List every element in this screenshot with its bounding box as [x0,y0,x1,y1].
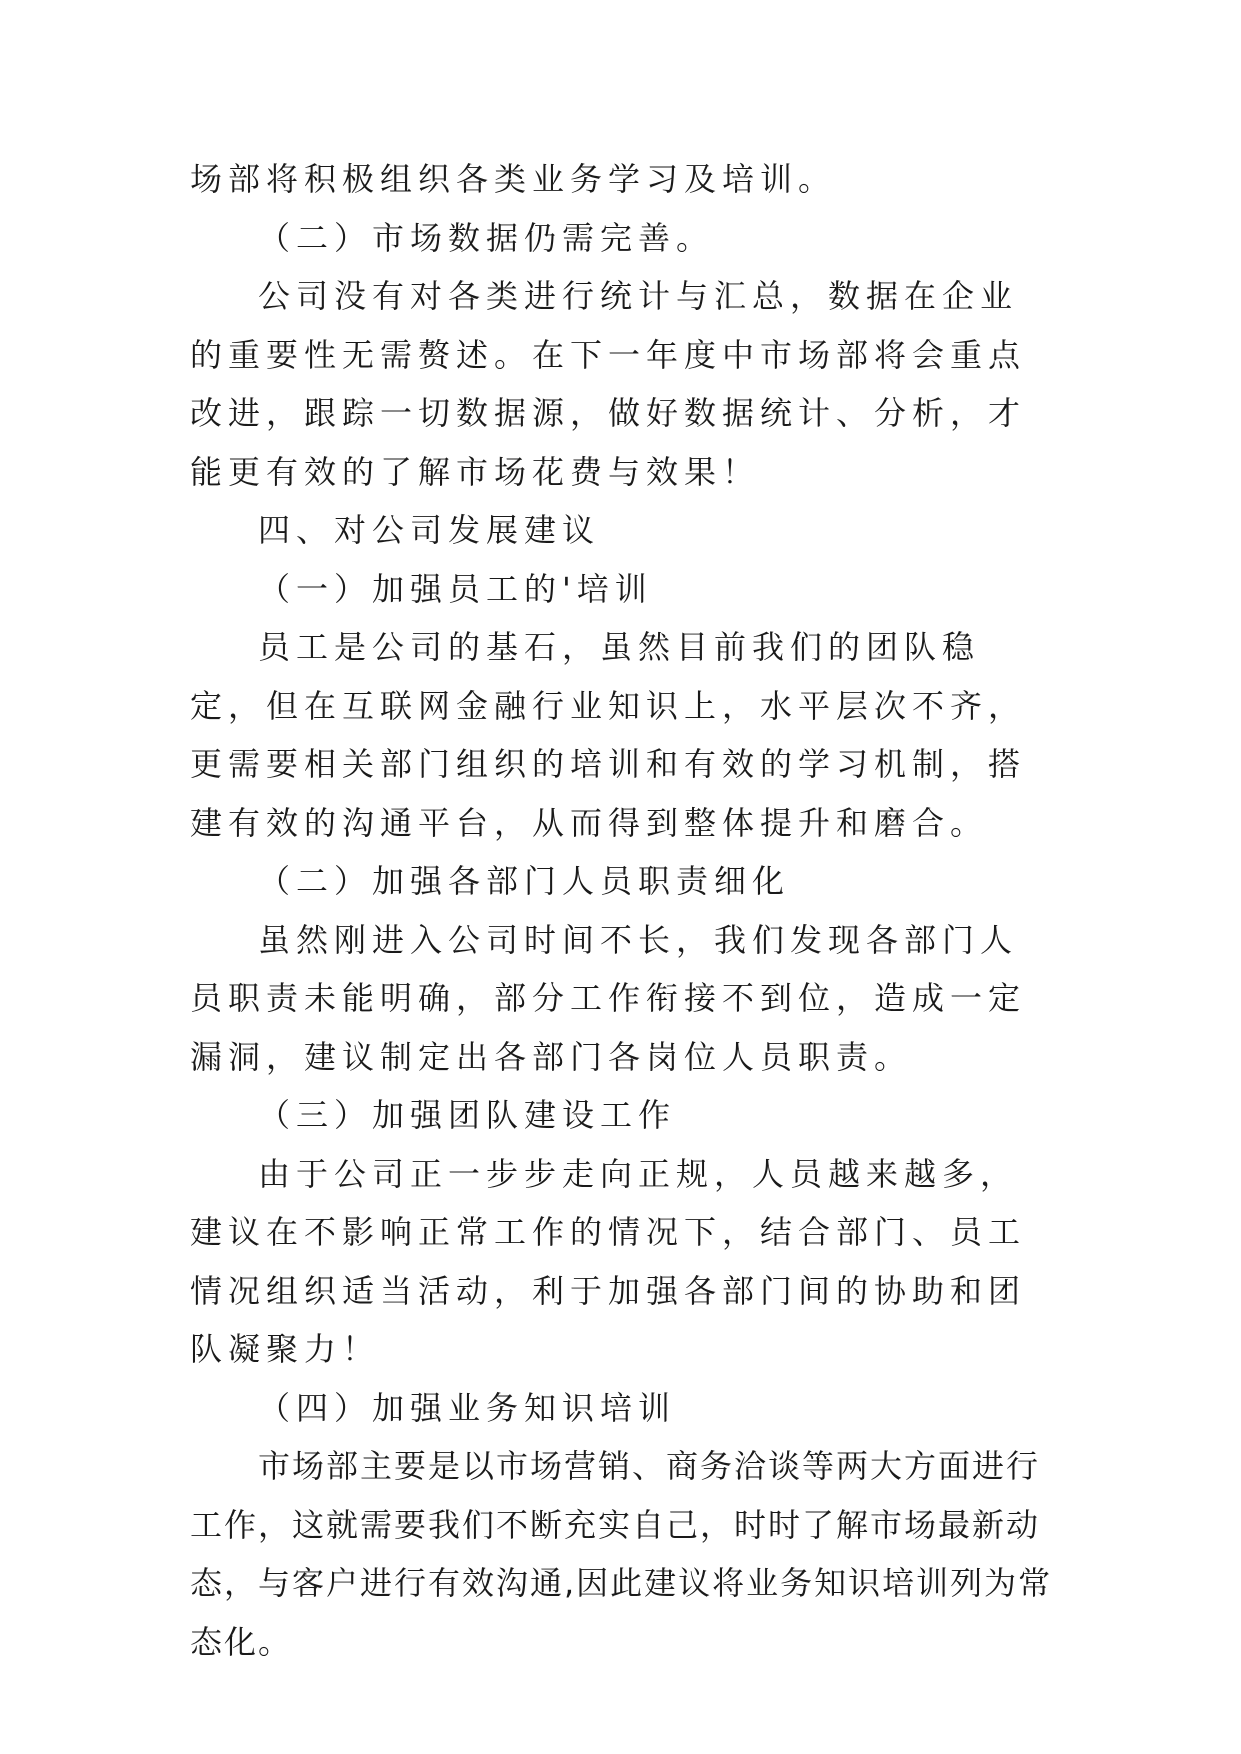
subheading-market-data: （二）市场数据仍需完善。 [258,218,715,257]
paragraph-business-training: 市场部主要是以市场营销、商务洽谈等两大方面进行工作，这就需要我们不断充实自己，时时了解市场最新动态，与客户进行有效沟通,因此建议将业务知识培训列为常态化。 [190,1447,1053,1661]
paragraph-responsibilities: 虽然刚进入公司时间不长，我们发现各部门人员职责未能明确，部分工作衔接不到位，造成一定漏洞，建议制定出各部门各岗位人员职责。 [190,920,1027,1076]
paragraph-staff-training: 员工是公司的基石，虽然目前我们的团队稳定，但在互联网金融行业知识上，水平层次不齐，更需要相关部门组织的培训和有效的学习机制，搭建有效的沟通平台，从而得到整体提升和磨合。 [190,628,1027,842]
subheading-staff-training: （一）加强员工的'培训 [258,569,653,608]
section-heading-suggestions: 四、对公司发展建议 [258,511,601,549]
paragraph-continuation: 场部将积极组织各类业务学习及培训。 [190,160,837,198]
subheading-team-building: （三）加强团队建设工作 [258,1096,677,1134]
document-body [190,150,1055,1671]
subheading-responsibilities: （二）加强各部门人员职责细化 [258,862,791,900]
paragraph-team-building: 由于公司正一步步走向正规，人员越来越多，建议在不影响正常工作的情况下，结合部门、员工情况组织适当活动，利于加强各部门间的协助和团队凝聚力！ [190,1154,1027,1368]
paragraph-market-data: 公司没有对各类进行统计与汇总，数据在企业的重要性无需赘述。在下一年度中市场部将会重点改进，跟踪一切数据源，做好数据统计、分析，才能更有效的了解市场花费与效果！ [190,277,1027,491]
subheading-business-training: （四）加强业务知识培训 [258,1388,677,1427]
